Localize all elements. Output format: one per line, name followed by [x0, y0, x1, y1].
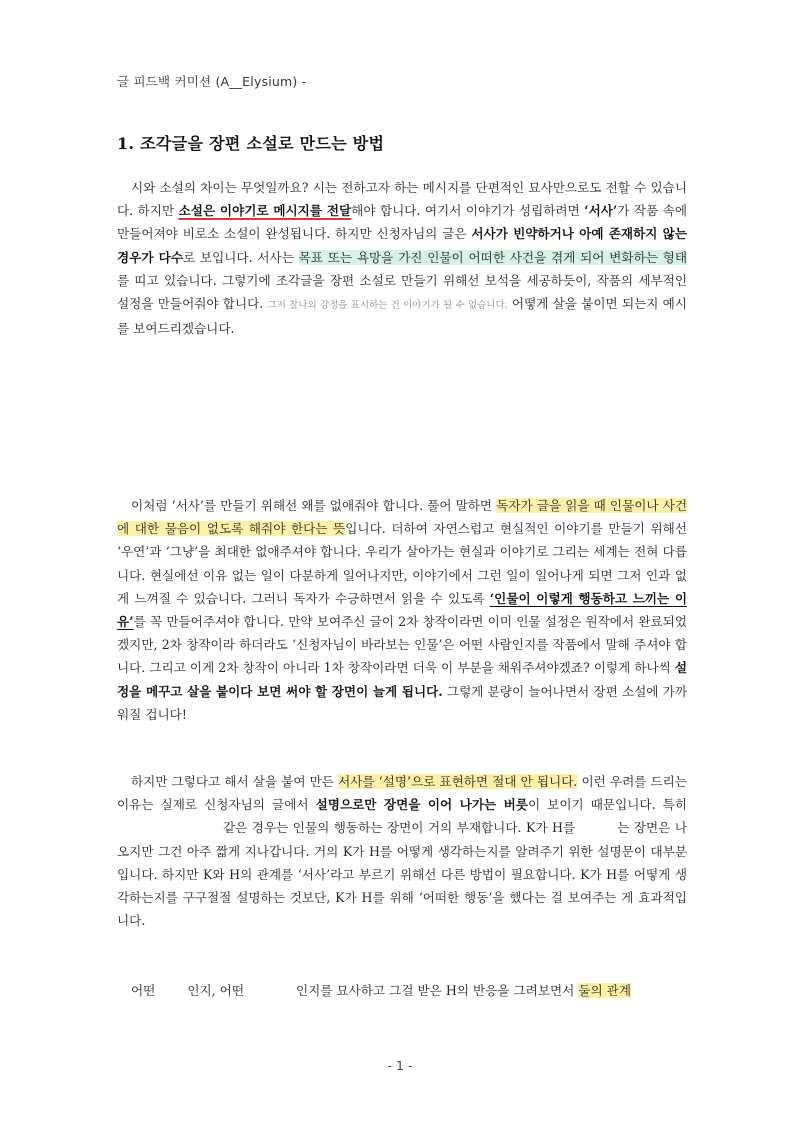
p3-highlight-yellow: 서사를 ‘설명’으로 표현하면 절대 안 됩니다.: [338, 774, 578, 789]
paragraph-1: [117, 176, 687, 340]
p1-bold-phrase: 서사가 빈약하거나 아예 존재하지 않는 경우가 다수: [117, 226, 687, 265]
p3-text: 이런 우려를 드리는 이유는 실제로 신청자님의 글에서: [117, 774, 687, 813]
paragraph-2: [117, 494, 687, 726]
section-title: 1. 조각글을 장편 소설로 만드는 방법: [117, 134, 385, 153]
p4-text: 인지를 묘사하고 그걸 받은 H의 반응을 그려보면서: [296, 983, 579, 998]
p2-highlight-yellow: 독자가 글을 읽을 때 인물이나 사건에 대한 물음이 없도록 해줘야 한다는 뜻: [117, 498, 687, 537]
p2-text: 를 꼭 만들어주셔야 합니다. 만약 보여주신 글이 2차 창작이라면 이미 인물 설정은 원작에서 완료되었겠지만, 2차 창작이라 하더라도 ‘신청자님이 바라보는 인물’은 어떤 사람인지를 작품에서 말해 주셔야 합니다. 그리고 이게 2차 창작이 아니라 1차 창작이라면 더욱 이 부분을 채워주셔야겠죠? 이렇게 하나씩: [117, 614, 687, 676]
p2-text: 이처럼 ‘서사’를 만들기 위해선 왜를 없애줘야 합니다. 풀어 말하면: [131, 498, 497, 513]
p1-underlined-phrase: 소설은 이야기로 메시지를 전달: [178, 203, 352, 219]
p2-text: 입니다. 더하여 자연스럽고 현실적인 이야기를 만들기 위해선 ‘우연’과 ‘그냥’을 최대한 없애주셔야 합니다. 우리가 살아가는 현실과 이야기로 그리는 세계는 전혀 다릅니다. 현실에선 이유 없는 일이 다분하게 일어나지만, 이야기에서 그런 일이 일어나게 되면 그저 인과 없게 느껴질 수 있습니다. 그러니 독자가 수긍하면서 읽을 수 있도록: [117, 521, 687, 606]
paragraph-3: [117, 770, 687, 932]
p1-bold-term: ‘서사’: [584, 203, 618, 219]
p1-text: 를 띠고 있습니다. 그렇기에 조각글을 장편 소설로 만들기 위해선 보석을 세공하듯이, 작품의 세부적인 설정을 만들어줘야 합니다.: [117, 272, 687, 312]
p1-highlight-green: 목표 또는 욕망을 가진 인물이 어떠한 사건을 겪게 되어 변화하는 형태: [298, 249, 687, 265]
p2-bold-phrase: 설정을 메꾸고 살을 붙이다 보면 써야 할 장면이 늘게 됩니다.: [117, 660, 687, 699]
p4-text: 인지, 어떤: [187, 983, 245, 998]
p1-small-gray-note: 그저 찰나의 감정을 표시하는 건 이야기가 될 수 없습니다.: [267, 300, 508, 312]
p3-text: 하지만 그렇다고 해서 살을 붙여 만든: [131, 774, 339, 789]
p1-text: 해야 합니다. 여기서 이야기가 성립하려면: [351, 203, 585, 219]
p1-text: 어떻게 살을 붙이면 되는지 예시를 보여드리겠습니다.: [117, 296, 688, 337]
p3-text: 이 보이기 때문입니다. 특히: [527, 797, 687, 813]
paragraph-4: [117, 979, 687, 1002]
p3-bold-phrase: 설명으로만 장면을 이어 나가는 버릇: [315, 797, 528, 813]
p1-text: 가 작품 속에 만들어져야 비로소 소설이 완성됩니다. 하지만 신청자님의 글은: [117, 203, 688, 242]
p2-underlined-phrase: ‘인물이 이렇게 행동하고 느끼는 이유’: [117, 590, 687, 630]
document-header: 글 피드백 커미션 (A__Elysium) -: [117, 74, 307, 89]
p3-text: 같은 경우는 인물의 행동하는 장면이 거의 부재합니다. K가 H를: [223, 820, 576, 836]
p4-text: 어떤: [131, 983, 156, 998]
p4-highlight-yellow: 둘의 관계: [578, 983, 632, 998]
page-number: - 1 -: [387, 1058, 413, 1073]
p1-text: 로 보입니다. 서사는: [182, 249, 299, 265]
p1-text: 시와 소설의 차이는 무엇일까요? 시는 전하고자 하는 메시지를 단편적인 묘사만으로도 전할 수 있습니다. 하지만: [117, 180, 687, 219]
p3-text: 는 장면은 나오지만 그건 아주 짧게 지나갑니다. 거의 K가 H를 어떻게 생각하는지를 알려주기 위한 설명문이 대부분입니다. 하지만 K와 H의 관계를 ‘서사’라고 부르기 위해선 다른 방법이 필요합니다. K가 H를 어떻게 생각하는지를 구구절절 설명하는 것보단, K가 H를 위해 ‘어떠한 행동’을 했다는 걸 보여주는 게 효과적입니다.: [117, 820, 687, 929]
p2-text: 그렇게 분량이 늘어나면서 장편 소설에 가까워질 겁니다!: [117, 683, 688, 722]
